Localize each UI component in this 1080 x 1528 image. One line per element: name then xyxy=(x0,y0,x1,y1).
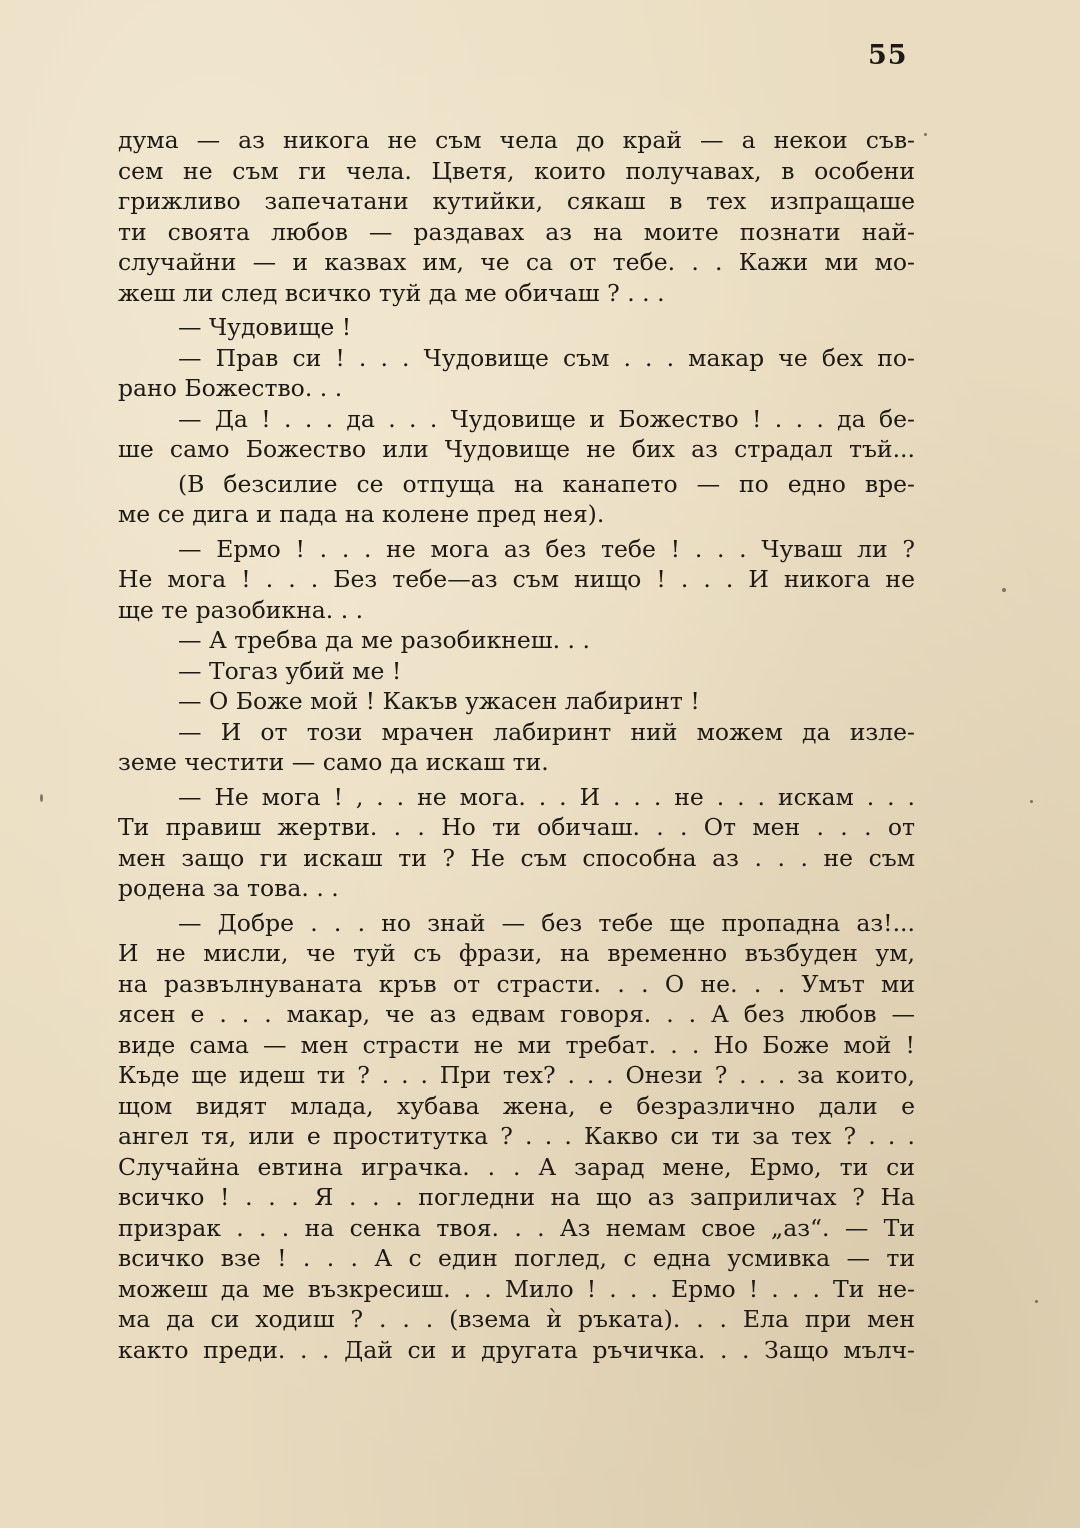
text-line: призрак . . . на сенка твоя. . . Аз немам свое „аз“. — Ти xyxy=(118,1213,915,1242)
text-line: всичко взе ! . . . А с един поглед, с една усмивка — ти xyxy=(118,1244,915,1272)
text-line: — Добре . . . но знай — без тебе ще пропадна аз!... xyxy=(178,908,915,937)
text-line: сем не съм ги чела. Цветя, които получавах, в особени xyxy=(118,156,915,185)
text-line: Случайна евтина играчка. . . А зарад мене, Ермо, ти си xyxy=(118,1152,915,1181)
text-line: Не мога ! . . . Без тебе—аз съм нищо ! . . . И никога не xyxy=(118,565,915,593)
text-line: жеш ли след всичко туй да ме обичаш ? . . . xyxy=(118,278,665,307)
text-line: ангел тя, или е проститутка ? . . . Какво си ти за тех ? . . . xyxy=(118,1122,915,1150)
text-line: на развълнуваната кръв от страсти. . . О не. . . Умът ми xyxy=(118,969,915,998)
text-line: мен защо ги искаш ти ? Не съм способна аз . . . не съм xyxy=(118,843,915,872)
text-line: — Прав си ! . . . Чудовище съм . . . макар че бех по- xyxy=(178,343,915,372)
text-line: Ти правиш жертви. . . Но ти обичаш. . . От мен . . . от xyxy=(118,813,915,841)
paper-speck xyxy=(1002,588,1006,592)
body-text xyxy=(118,125,915,1365)
text-line: — Тогаз убий ме ! xyxy=(178,656,402,685)
text-line: можеш да ме възкресиш. . . Мило ! . . . Ермо ! . . . Ти не- xyxy=(118,1274,915,1303)
text-line: — Ермо ! . . . не мога аз без тебе ! . . . Чуваш ли ? xyxy=(178,534,915,563)
text-line: И не мисли, че туй съ фрази, на временно възбуден ум, xyxy=(118,939,915,967)
text-line: дума — аз никога не съм чела до край — а некои съв- xyxy=(118,126,915,154)
text-line: земе честити — само да искаш ти. xyxy=(118,748,549,776)
paper-speck xyxy=(924,133,927,136)
text-line: родена за това. . . xyxy=(118,874,339,902)
text-line: ма да си ходиш ? . . . (взема ѝ ръката). . . Ела при мен xyxy=(118,1305,915,1333)
page-number: 55 xyxy=(868,40,908,71)
text-line: ясен е . . . макар, че аз едвам говоря. . . А без любов — xyxy=(118,1000,915,1028)
text-line: — И от този мрачен лабиринт ний можем да изле- xyxy=(178,717,915,746)
text-line: виде сама — мен страсти не ми требат. . . Но Боже мой ! xyxy=(118,1030,915,1059)
text-line: рано Божество. . . xyxy=(118,374,343,402)
text-line: случайни — и казвах им, че са от тебе. . . Кажи ми мо- xyxy=(118,248,915,276)
text-line: ти своята любов — раздавах аз на моите познати най- xyxy=(118,217,915,246)
paper-speck xyxy=(1035,1300,1038,1303)
text-line: — Да ! . . . да . . . Чудовище и Божество ! . . . да бе- xyxy=(178,404,915,433)
paper-speck xyxy=(40,794,43,802)
text-line: ме се дига и пада на колене пред нея). xyxy=(118,500,605,528)
text-line: — Не мога ! , . . не мога. . . И . . . не . . . искам . . . xyxy=(178,782,915,811)
text-line: ше само Божество или Чудовище не бих аз страдал тъй... xyxy=(118,435,915,463)
paper-speck xyxy=(1030,800,1033,803)
text-line: (В безсилие се отпуща на канапето — по едно вре- xyxy=(178,469,915,498)
text-line: всичко ! . . . Я . . . погледни на що аз заприличах ? На xyxy=(118,1183,915,1211)
text-line: ще те разобикна. . . xyxy=(118,595,364,624)
text-line: щом видят млада, хубава жена, е безразлично дали е xyxy=(118,1091,915,1120)
text-line: — Чудовище ! xyxy=(178,313,352,341)
text-line: — О Боже мой ! Какъв ужасен лабиринт ! xyxy=(178,687,700,715)
text-line: грижливо запечатани кутийки, сякаш в тех изпращаше xyxy=(118,187,915,215)
text-line: както преди. . . Дай си и другата ръчичка. . . Защо мълч- xyxy=(118,1335,915,1364)
text-line: Къде ще идеш ти ? . . . При тех? . . . Онези ? . . . за които, xyxy=(118,1061,915,1089)
text-line: — А требва да ме разобикнеш. . . xyxy=(178,626,590,654)
